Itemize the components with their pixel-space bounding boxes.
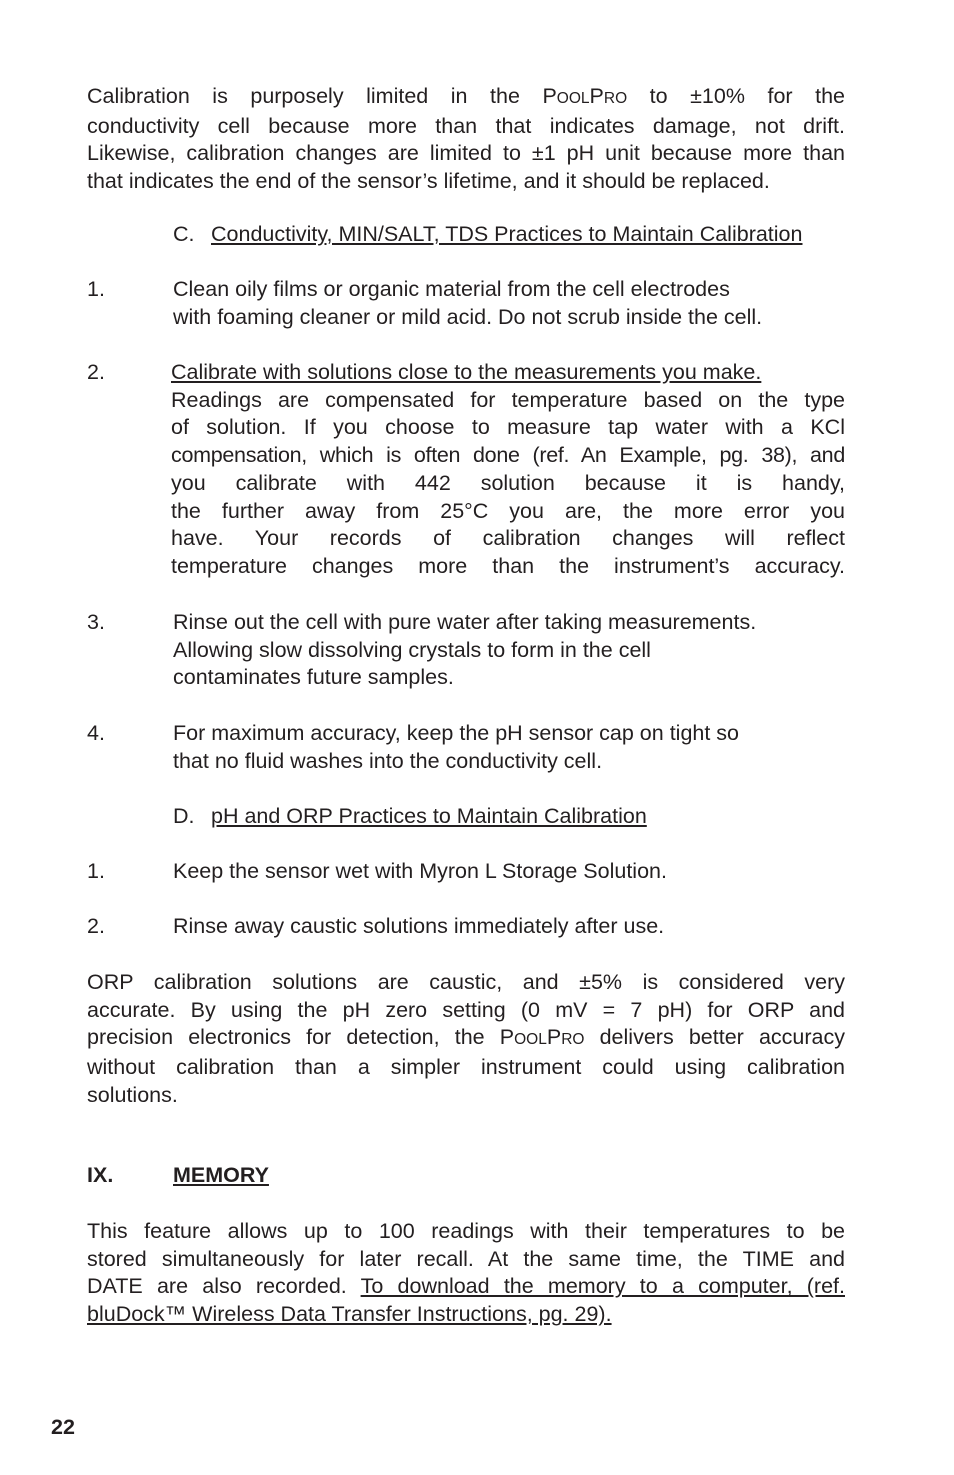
c-item-3-text: Rinse out the cell with pure water after taking measurements. Allowing slow dissolving crystals to form in the cell contaminates future samples.	[173, 610, 757, 690]
orp-paragraph: ORP calibration solutions are caustic, and ±5% is considered very accurate. By using the pH zero setting (0 mV = 7 pH) for ORP and precision electronics for detection, the POOLPRO delivers better accuracy without calibration than a simpler instrument could using calibration solutions.	[87, 970, 846, 1107]
c-item-3-number: 3.	[87, 610, 105, 634]
memory-section-title: MEMORY	[173, 1163, 269, 1187]
c-item-1-text: Clean oily films or organic material from the cell electrodes with foaming cleaner or mild acid. Do not scrub inside the cell.	[173, 277, 763, 329]
d-item-2-text: Rinse away caustic solutions immediately after use.	[173, 914, 665, 938]
d-item-1-number: 1.	[87, 859, 105, 883]
memory-section-numeral: IX.	[87, 1163, 114, 1187]
d-item-2-number: 2.	[87, 914, 105, 938]
intro-line-1: Calibration is purposely limited in the POOLPRO to ±10% for the	[87, 84, 845, 108]
intro-line-4: that indicates the end of the sensor’s lifetime, and it should be replaced.	[87, 169, 770, 194]
memory-paragraph: This feature allows up to 100 readings with their temperatures to be stored simultaneously for later recall. At the same time, the TIME and DATE are also recorded. To download the memory to a computer, (ref. bluDock™ Wireless Data Transfer Instructions, pg. 29).	[87, 1219, 845, 1327]
section-c-heading	[173, 221, 845, 249]
brand-poolpro: POOLPRO	[499, 1025, 585, 1050]
c-item-2-text: Calibrate with solutions close to the measurements you make. Readings are compensated for temperature based on the type of solution. If you choose to measure tap water with a KCl compensation, which is often done (ref. An Example, pg. 38), and you calibrate with 442 solution because it is handy, the further away from 25°C you are, the more error you have. Your records of calibration changes will reflect temperature changes more than the instrument’s accuracy.	[171, 360, 845, 578]
brand-poolpro: POOLPRO	[542, 84, 628, 108]
c-item-4-number: 4.	[87, 721, 105, 745]
section-c-letter: C.	[173, 222, 195, 246]
section-c-title: Conductivity, MIN/SALT, TDS Practices to Maintain Calibration	[211, 222, 803, 246]
intro-line-2: conductivity cell because more than that indicates damage, not drift.	[87, 113, 845, 138]
c-item-2-emphasis: Calibrate with solutions close to the measurements you make.	[171, 360, 762, 384]
section-d-title: pH and ORP Practices to Maintain Calibration	[211, 804, 647, 828]
section-d-letter: D.	[173, 804, 195, 828]
bludock-reference-link[interactable]: To download the memory to a computer, (ref.	[360, 1274, 845, 1299]
intro-paragraph	[87, 83, 845, 196]
intro-line-3: Likewise, calibration changes are limited to ±1 pH unit because more than	[87, 141, 845, 166]
c-item-1-number: 1.	[87, 277, 105, 301]
c-item-2-number: 2.	[87, 360, 105, 384]
page-number: 22	[51, 1415, 75, 1439]
section-d-heading	[173, 803, 845, 831]
c-item-4-text: For maximum accuracy, keep the pH sensor cap on tight so that no fluid washes into the conductivity cell.	[173, 721, 740, 773]
d-item-1-text: Keep the sensor wet with Myron L Storage Solution.	[173, 859, 667, 883]
bludock-reference-link-cont[interactable]: bluDock™ Wireless Data Transfer Instructions, pg. 29).	[87, 1302, 612, 1327]
